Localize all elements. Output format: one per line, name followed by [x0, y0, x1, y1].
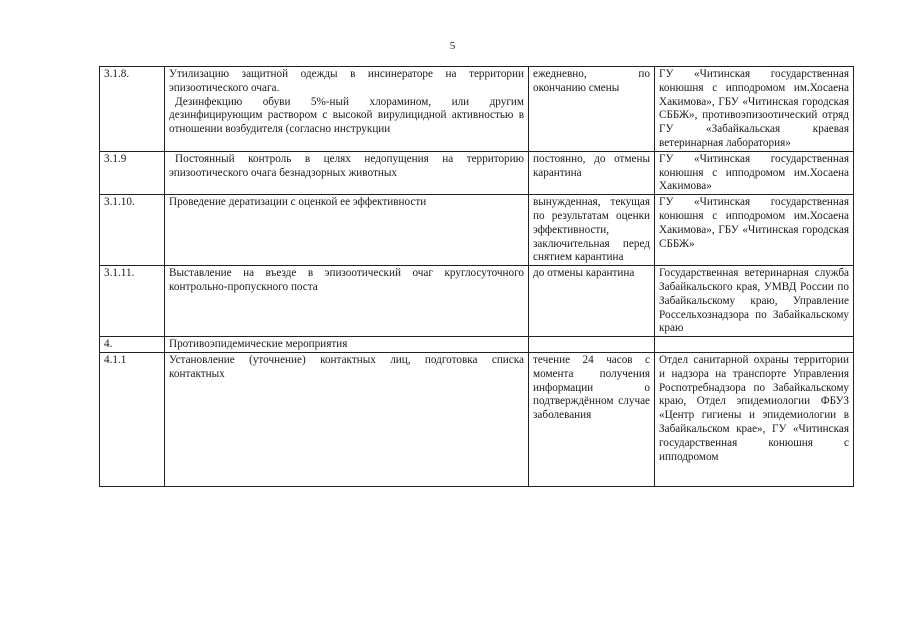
description-line: Дезинфекцию обуви 5%-ный хлорамином, или другим дезинфицирующим раствором с высокой вирулицидной активностью в отношении возбудителя (согласно инструкции — [169, 95, 524, 136]
table-row — [100, 266, 854, 337]
table-row — [100, 195, 854, 266]
row-description — [165, 151, 529, 194]
row-code: 3.1.10. — [100, 195, 165, 266]
description-line: Утилизацию защитной одежды в инсинераторе на территории эпизоотического очага. — [169, 68, 524, 94]
description-line: Противоэпидемические мероприятия — [169, 338, 348, 351]
row-description — [165, 266, 529, 337]
description-line: Установление (уточнение) контактных лиц, подготовка списка контактных — [169, 353, 524, 380]
description-line: Проведение дератизации с оценкой ее эффективности — [169, 196, 427, 209]
row-code: 3.1.11. — [100, 266, 165, 337]
row-description — [165, 195, 529, 266]
row-responsible: ГУ «Читинская государственная конюшня с ипподромом им.Хосаена Хакимова», ГБУ «Читинская городская СББЖ», противоэпизоотический отряд ГУ «Забайкальская краевая ветеринарная лаборатория» — [655, 67, 854, 152]
row-term: постоянно, до отмены карантина — [529, 151, 655, 194]
page-number: 5 — [449, 40, 456, 52]
row-description — [165, 337, 529, 353]
row-term: до отмены карантина — [529, 266, 655, 337]
table-row — [100, 352, 854, 486]
row-code: 3.1.8. — [100, 67, 165, 152]
row-responsible — [655, 352, 854, 486]
row-responsible — [655, 337, 854, 353]
row-description — [165, 67, 529, 152]
row-description — [165, 352, 529, 486]
table-row — [100, 337, 854, 353]
row-term: вынужденная, текущая по результатам оценки эффективности, заключительная перед снятием карантина — [529, 195, 655, 266]
row-term: течение 24 часов с момента получения информации о подтверждённом случае заболевания — [529, 352, 655, 486]
row-code: 4.1.1 — [100, 352, 165, 486]
row-responsible: ГУ «Читинская государственная конюшня с ипподромом им.Хосаена Хакимова» — [655, 151, 854, 194]
row-responsible: Государственная ветеринарная служба Забайкальского края, УМВД России по Забайкальскому краю, Управление Россельхознадзора по Забайкальскому краю — [655, 266, 854, 337]
description-line: Выставление на въезде в эпизоотический очаг круглосуточного контрольно-пропускного поста — [169, 267, 524, 293]
row-code: 3.1.9 — [100, 151, 165, 194]
table-row — [100, 67, 854, 152]
row-code: 4. — [100, 337, 165, 353]
description-line: Постоянный контроль в целях недопущения на территорию эпизоотического очага безнадзорных животных — [169, 152, 524, 179]
row-responsible: ГУ «Читинская государственная конюшня с ипподромом им.Хосаена Хакимова», ГБУ «Читинская городская СББЖ» — [655, 195, 854, 266]
responsible-text: Отдел санитарной охраны территории и надзора на транспорте Управления Роспотребнадзора по Забайкальскому краю, Отдел эпидемиологии ФБУЗ «Центр гигиены и эпидемиологии в Забайкальском крае», ГУ «Читинская государственная конюшня с ипподромом — [659, 353, 849, 463]
row-term — [529, 337, 655, 353]
measures-table — [99, 66, 854, 487]
row-term: ежедневно, по окончанию смены — [529, 67, 655, 152]
table-row — [100, 151, 854, 194]
